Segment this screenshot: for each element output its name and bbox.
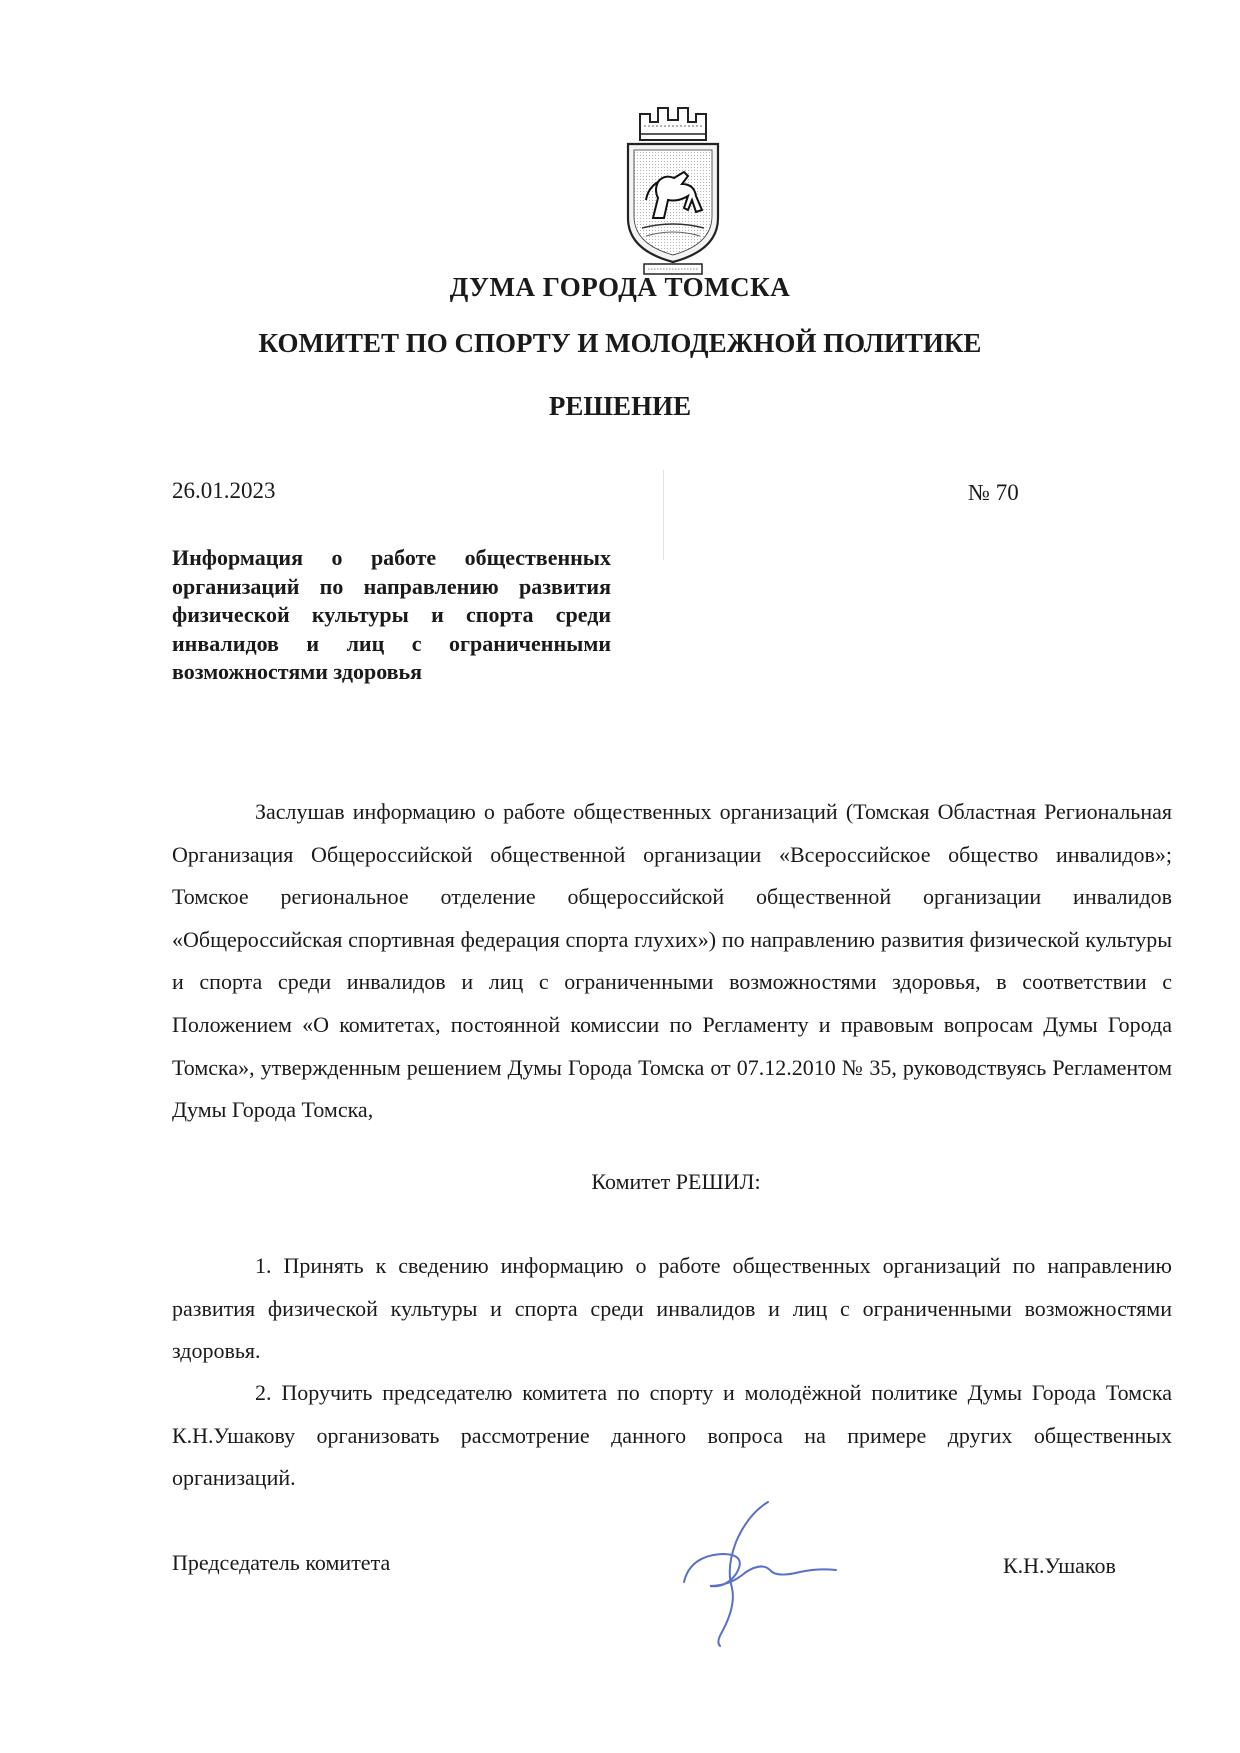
signatory-title: Председатель комитета: [172, 1550, 391, 1575]
tomsk-coat-of-arms-icon: [618, 100, 728, 276]
committee-name: КОМИТЕТ ПО СПОРТУ И МОЛОДЕЖНОЙ ПОЛИТИКЕ: [258, 328, 982, 358]
document-type: РЕШЕНИЕ: [548, 391, 692, 421]
decision-date: 26.01.2023: [172, 478, 276, 503]
signatory-name: К.Н.Ушаков: [1003, 1553, 1116, 1578]
decision-number: № 70: [968, 480, 1019, 505]
handwritten-signature-icon: [650, 1490, 850, 1650]
decision-subject: Информация о работе общественных организаций по направлению развития физической культуры и спорта среди инвалидов и лиц с ограниченными возможностями здоровья: [172, 545, 611, 684]
scan-artifact: [663, 470, 664, 560]
resolution-item-2: 2. Поручить председателю комитета по спорту и молодёжной политике Думы Города Томска К.Н.Ушакову организовать рассмотрение данного вопроса на примере других общественных организаций.: [172, 1380, 1172, 1491]
preamble-paragraph: Заслушав информацию о работе общественных организаций (Томская Областная Региональная Организация Общероссийской общественной организации «Всероссийское общество инвалидов»; Томское региональное отделение общероссийской общественной организации инвалидов «Общероссийская спортивная федерация спорта глухих») по направлению развития физической культуры и спорта среди инвалидов и лиц с ограниченными возможностями здоровья, в соответствии с Положением «О комитетах, постоянной комиссии по Регламенту и правовым вопросам Думы Города Томска», утвержденным решением Думы Города Томска от 07.12.2010 № 35, руководствуясь Регламентом Думы Города Томска,: [172, 799, 1172, 1123]
org-name: ДУМА ГОРОДА ТОМСКА: [449, 272, 791, 302]
resolved-heading: Комитет РЕШИЛ:: [591, 1169, 761, 1194]
resolution-item-1: 1. Принять к сведению информацию о работе общественных организаций по направлению развития физической культуры и спорта среди инвалидов и лиц с ограниченными возможностями здоровья.: [172, 1253, 1172, 1364]
